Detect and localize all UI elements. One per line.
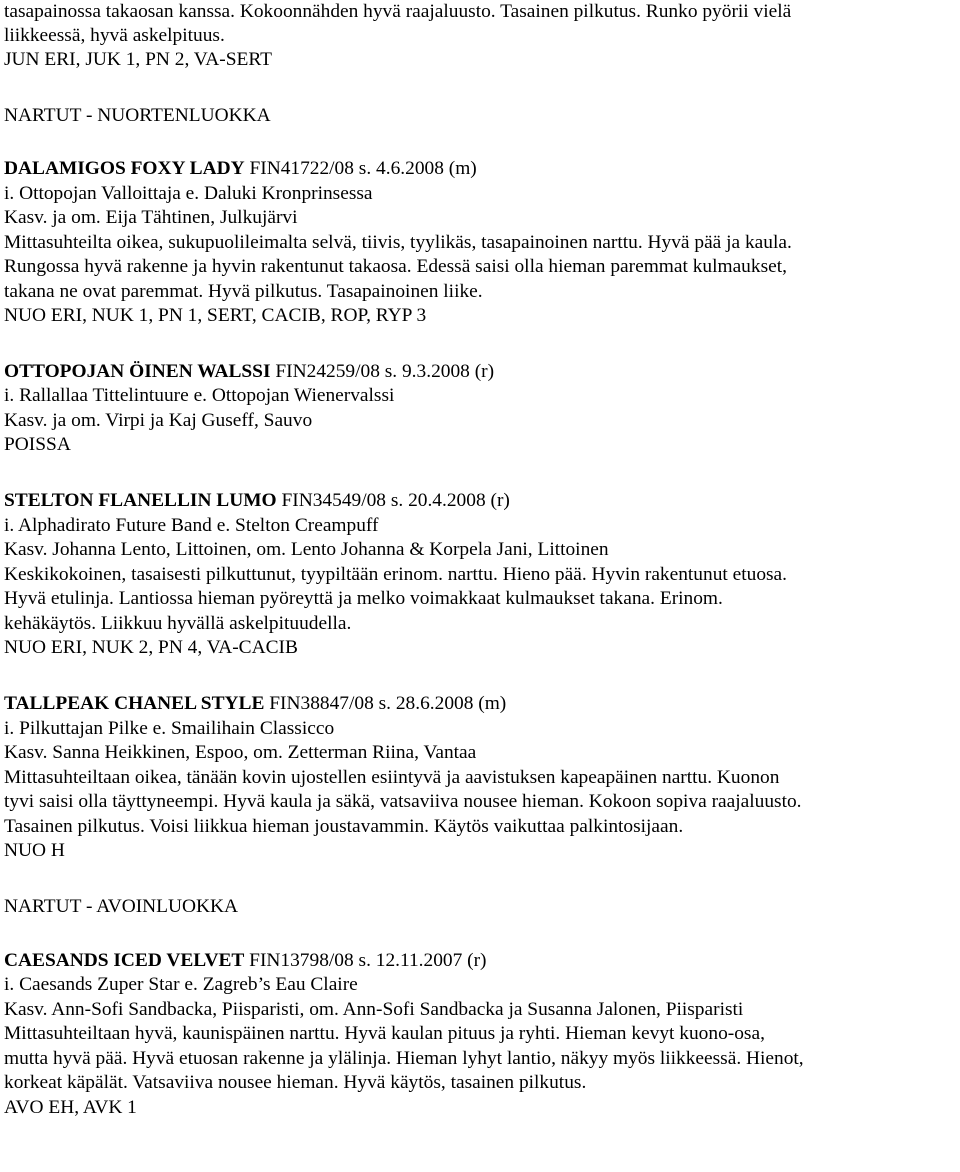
dog-entry-header bbox=[4, 489, 510, 513]
result-line: POISSA bbox=[4, 434, 71, 455]
parents-line: i. Alphadirato Future Band e. Stelton Creampuff bbox=[4, 515, 379, 536]
dog-name: STELTON FLANELLIN LUMO bbox=[4, 490, 277, 511]
parents-line: i. Rallallaa Tittelintuure e. Ottopojan Wienervalssi bbox=[4, 385, 395, 406]
critique-line: mutta hyvä pää. Hyvä etuosan rakenne ja ylälinja. Hieman lyhyt lantio, näkyy myös liikkeessä. Hienot, bbox=[4, 1048, 804, 1069]
critique-line: Mittasuhteiltaan hyvä, kaunispäinen narttu. Hyvä kaulan pituus ja ryhti. Hieman kevyt kuono-osa, bbox=[4, 1023, 765, 1044]
continuation-line: liikkeessä, hyvä askelpituus. bbox=[4, 25, 225, 46]
registration: FIN38847/08 s. 28.6.2008 (m) bbox=[269, 693, 507, 714]
dog-entry-header bbox=[4, 360, 494, 384]
critique-line: Rungossa hyvä rakenne ja hyvin rakentunut takaosa. Edessä saisi olla hieman paremmat kulmaukset, bbox=[4, 256, 787, 277]
critique-line: Keskikokoinen, tasaisesti pilkuttunut, tyypiltään erinom. narttu. Hieno pää. Hyvin rakentunut etuosa. bbox=[4, 564, 788, 585]
dog-entry-header bbox=[4, 692, 506, 716]
dog-entry-header bbox=[4, 949, 487, 973]
critique-line: Mittasuhteiltaan oikea, tänään kovin ujostellen esiintyvä ja aavistuksen kapeapäinen narttu. Kuonon bbox=[4, 767, 780, 788]
owner-line: Kasv. Sanna Heikkinen, Espoo, om. Zetterman Riina, Vantaa bbox=[4, 742, 477, 763]
result-line: JUN ERI, JUK 1, PN 2, VA-SERT bbox=[4, 49, 273, 70]
critique-line: Hyvä etulinja. Lantiossa hieman pyöreyttä ja melko voimakkaat kulmaukset takana. Erinom. bbox=[4, 588, 723, 609]
result-line: NUO ERI, NUK 2, PN 4, VA-CACIB bbox=[4, 637, 298, 658]
owner-line: Kasv. ja om. Virpi ja Kaj Guseff, Sauvo bbox=[4, 410, 313, 431]
dog-name: TALLPEAK CHANEL STYLE bbox=[4, 693, 265, 714]
class-title: NARTUT - NUORTENLUOKKA bbox=[4, 105, 271, 126]
owner-line: Kasv. Ann-Sofi Sandbacka, Piisparisti, om. Ann-Sofi Sandbacka ja Susanna Jalonen, Piisparisti bbox=[4, 999, 744, 1020]
parents-line: i. Caesands Zuper Star e. Zagreb’s Eau Claire bbox=[4, 974, 358, 995]
registration: FIN13798/08 s. 12.11.2007 (r) bbox=[249, 950, 487, 971]
result-line: NUO H bbox=[4, 840, 65, 861]
registration: FIN34549/08 s. 20.4.2008 (r) bbox=[281, 490, 510, 511]
parents-line: i. Ottopojan Valloittaja e. Daluki Kronprinsessa bbox=[4, 183, 373, 204]
owner-line: Kasv. ja om. Eija Tähtinen, Julkujärvi bbox=[4, 207, 298, 228]
continuation-line: tasapainossa takaosan kanssa. Kokoonnähden hyvä raajaluusto. Tasainen pilkutus. Runko pyörii vielä bbox=[4, 1, 792, 22]
critique-line: takana ne ovat paremmat. Hyvä pilkutus. Tasapainoinen liike. bbox=[4, 281, 483, 302]
owner-line: Kasv. Johanna Lento, Littoinen, om. Lento Johanna & Korpela Jani, Littoinen bbox=[4, 539, 609, 560]
critique-line: kehäkäytös. Liikkuu hyvällä askelpituudella. bbox=[4, 613, 352, 634]
registration: FIN24259/08 s. 9.3.2008 (r) bbox=[275, 361, 495, 382]
critique-line: tyvi saisi olla täyttyneempi. Hyvä kaula ja säkä, vatsaviiva nousee hieman. Kokoon sopiva raajaluusto. bbox=[4, 791, 802, 812]
dog-name: DALAMIGOS FOXY LADY bbox=[4, 158, 245, 179]
result-line: NUO ERI, NUK 1, PN 1, SERT, CACIB, ROP, RYP 3 bbox=[4, 305, 427, 326]
critique-line: Tasainen pilkutus. Voisi liikkua hieman joustavammin. Käytös vaikuttaa palkintosijaan. bbox=[4, 816, 684, 837]
class-title: NARTUT - AVOINLUOKKA bbox=[4, 896, 239, 917]
result-line: AVO EH, AVK 1 bbox=[4, 1097, 137, 1118]
parents-line: i. Pilkuttajan Pilke e. Smailihain Classicco bbox=[4, 718, 335, 739]
critique-line: Mittasuhteilta oikea, sukupuolileimalta selvä, tiivis, tyylikäs, tasapainoinen narttu. Hyvä pää ja kaula. bbox=[4, 232, 792, 253]
critique-line: korkeat käpälät. Vatsaviiva nousee hieman. Hyvä käytös, tasainen pilkutus. bbox=[4, 1072, 587, 1093]
dog-name: OTTOPOJAN ÖINEN WALSSI bbox=[4, 361, 271, 382]
dog-name: CAESANDS ICED VELVET bbox=[4, 950, 245, 971]
dog-entry-header bbox=[4, 157, 477, 181]
registration: FIN41722/08 s. 4.6.2008 (m) bbox=[249, 158, 477, 179]
